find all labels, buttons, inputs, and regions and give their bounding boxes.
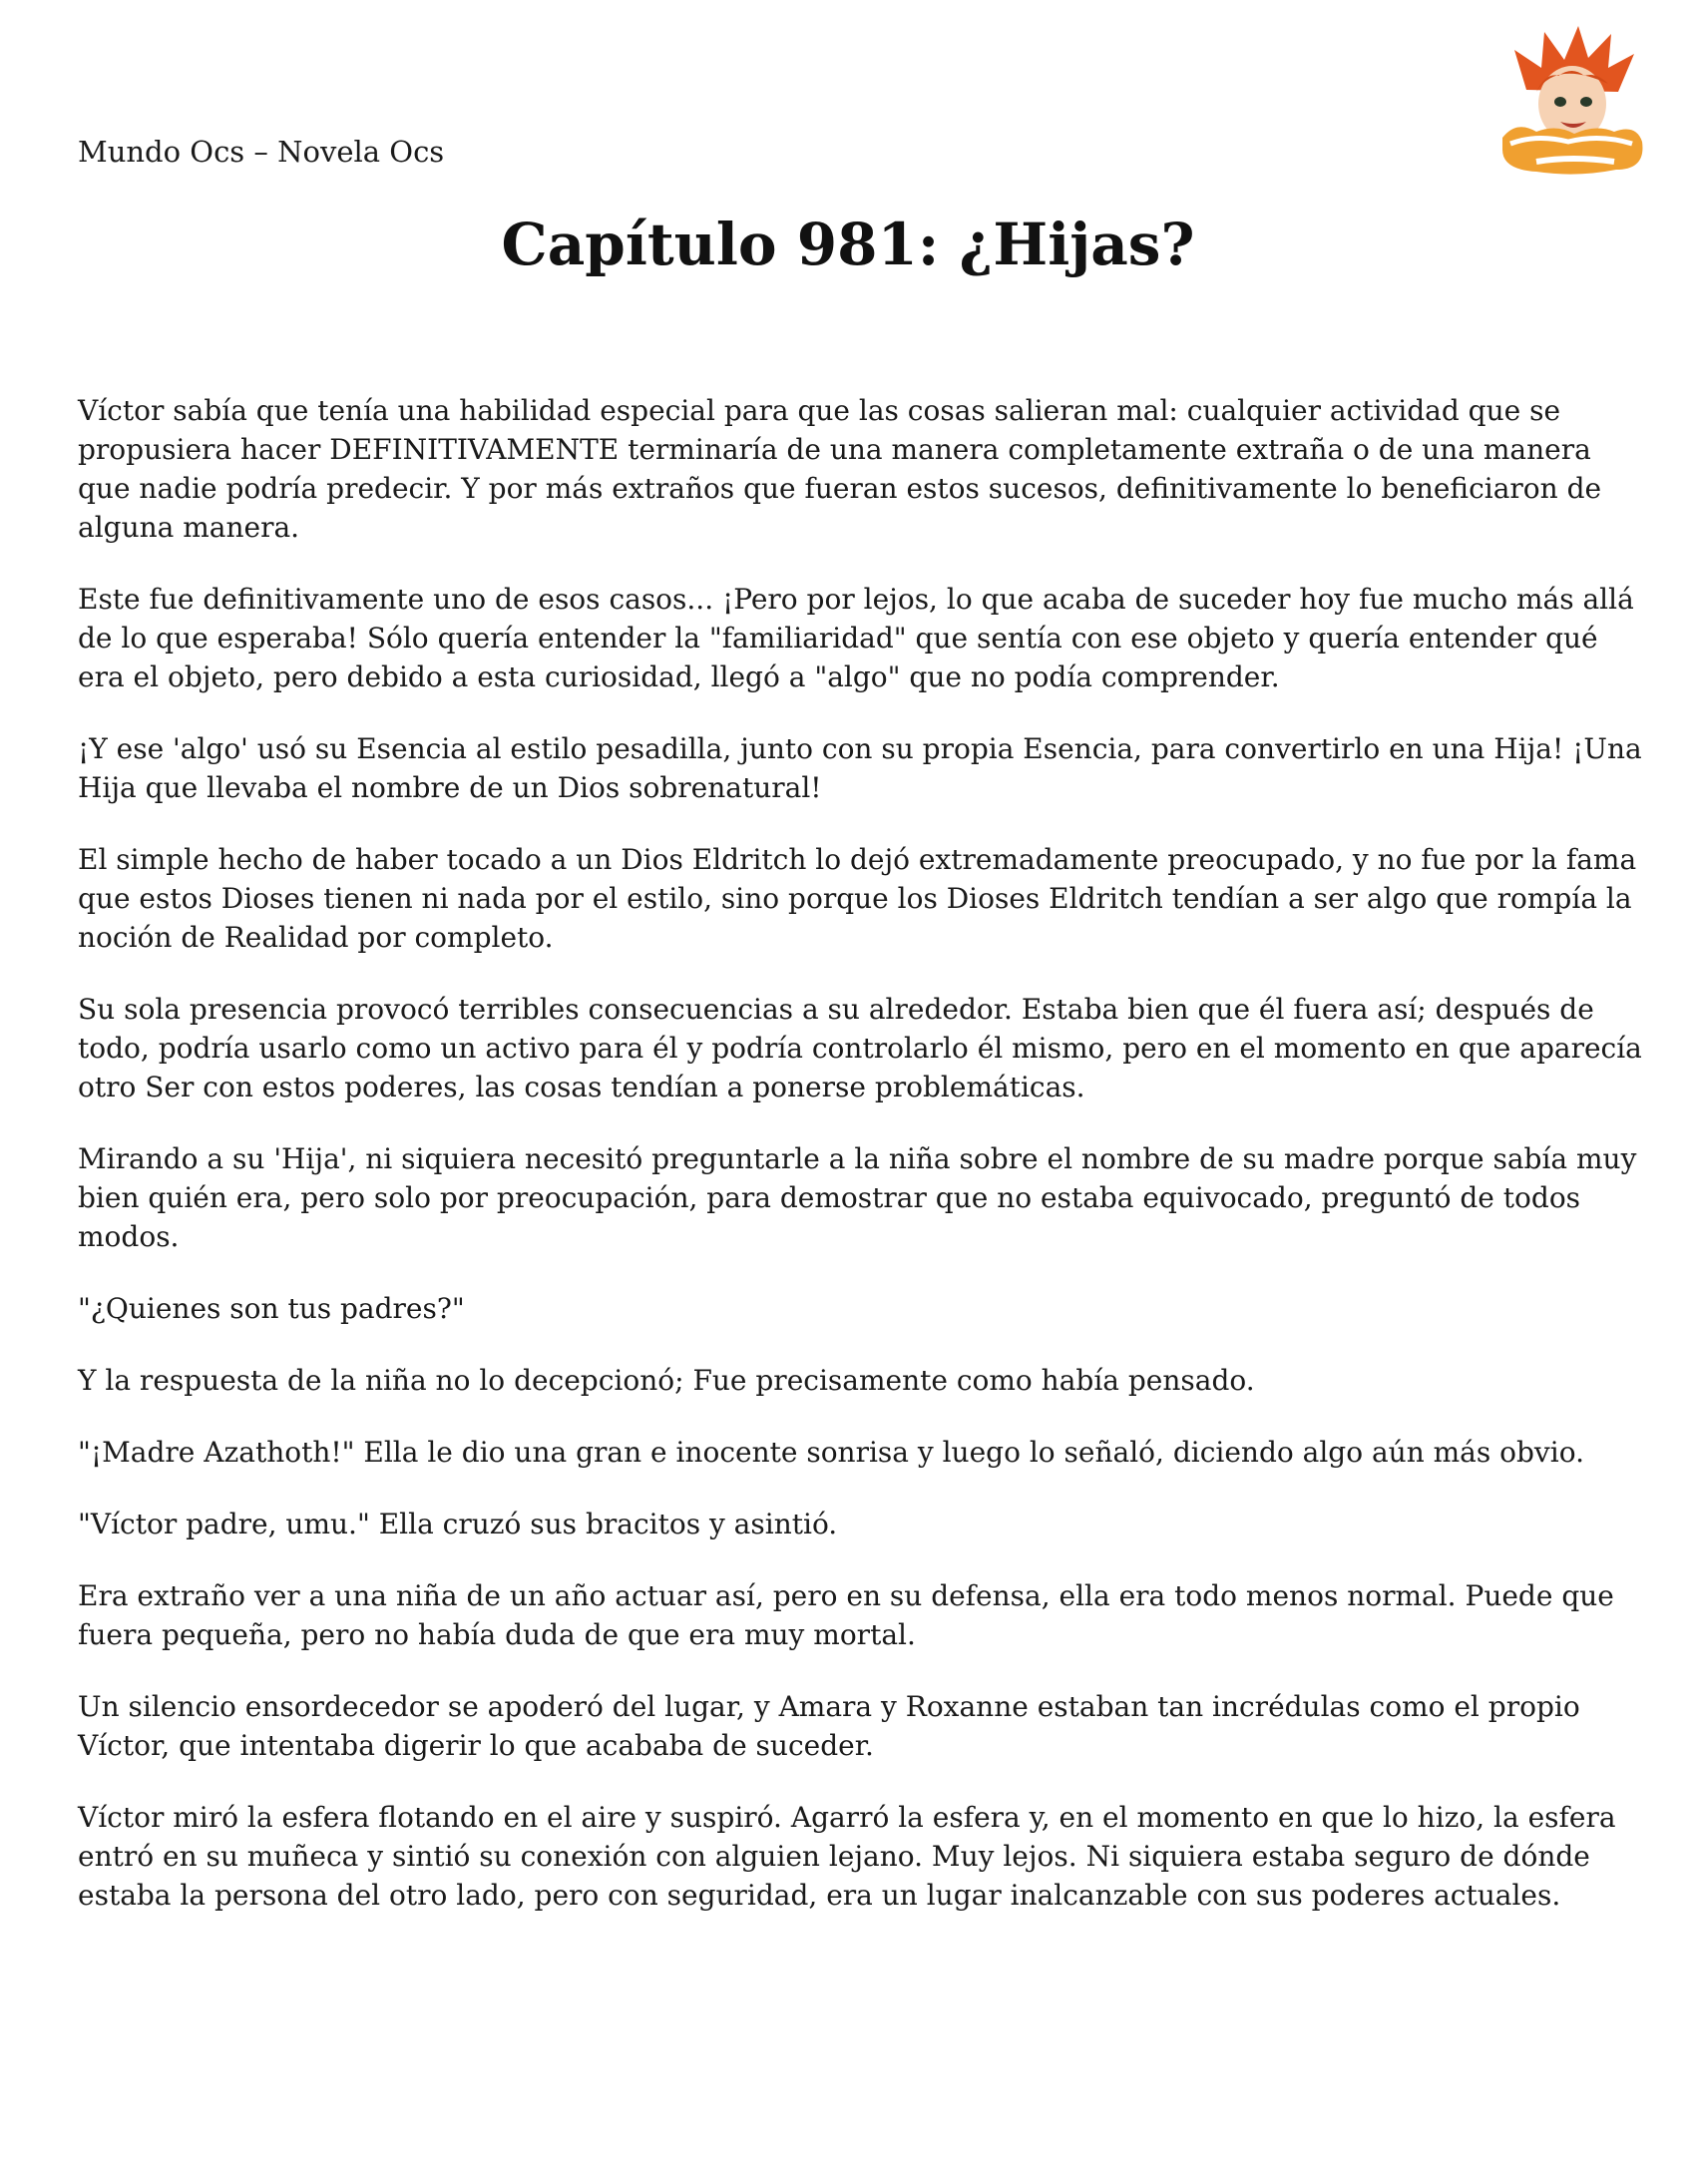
paragraph: Su sola presencia provocó terribles consecuencias a su alrededor. Estaba bien que él fuera así; después de todo, podría usarlo como un activo para él y podría controlarlo él mismo, pero en el momento en que aparecía otro Ser con estos poderes, las cosas tendían a ponerse problemáticas. — [78, 993, 1642, 1103]
paragraph: "¡Madre Azathoth!" Ella le dio una gran e inocente sonrisa y luego lo señaló, diciendo algo aún más obvio. — [78, 1436, 1584, 1469]
paragraph: Víctor miró la esfera flotando en el aire y suspiró. Agarró la esfera y, en el momento en que lo hizo, la esfera entró en su muñeca y sintió su conexión con alguien lejano. Muy lejos. Ni siquiera estaba seguro de dónde estaba la persona del otro lado, pero con seguridad, era un lugar inalcanzable con sus poderes actuales. — [78, 1801, 1616, 1912]
paragraph: ¡Y ese 'algo' usó su Esencia al estilo pesadilla, junto con su propia Esencia, para convertirlo en una Hija! ¡Una Hija que llevaba el nombre de un Dios sobrenatural! — [78, 732, 1642, 804]
paragraph: Un silencio ensordecedor se apoderó del lugar, y Amara y Roxanne estaban tan incrédulas como el propio Víctor, que intentaba digerir lo que acababa de suceder. — [78, 1690, 1580, 1762]
chapter-body — [78, 391, 1650, 1948]
paragraph: Era extraño ver a una niña de un año actuar así, pero en su defensa, ella era todo menos normal. Puede que fuera pequeña, pero no había duda de que era muy mortal. — [78, 1579, 1614, 1651]
paragraph: "Víctor padre, umu." Ella cruzó sus bracitos y asintió. — [78, 1508, 838, 1540]
paragraph: Y la respuesta de la niña no lo decepcionó; Fue precisamente como había pensado. — [78, 1364, 1255, 1397]
paragraph: Este fue definitivamente uno de esos casos... ¡Pero por lejos, lo que acaba de suceder hoy fue mucho más allá de lo que esperaba! Sólo quería entender la "familiaridad" que sentía con ese objeto y quería entender qué era el objeto, pero debido a esta curiosidad, llegó a "algo" que no podía comprender. — [78, 583, 1634, 693]
paragraph: Mirando a su 'Hija', ni siquiera necesitó preguntarle a la niña sobre el nombre de su madre porque sabía muy bien quién era, pero solo por preocupación, para demostrar que no estaba equivocado, preguntó de todos modos. — [78, 1142, 1637, 1253]
paragraph: El simple hecho de haber tocado a un Dios Eldritch lo dejó extremadamente preocupado, y no fue por la fama que estos Dioses tienen ni nada por el estilo, sino porque los Dioses Eldritch tendían a ser algo que rompía la noción de Realidad por completo. — [78, 843, 1637, 954]
mundo-ocs-logo-icon — [1496, 20, 1646, 180]
paragraph: Víctor sabía que tenía una habilidad especial para que las cosas salieran mal: cualquier actividad que se propusiera hacer DEFINITIVAMENTE terminaría de una manera completamente extraña o de una manera que nadie podría predecir. Y por más extraños que fueran estos sucesos, definitivamente lo beneficiaron de alguna manera. — [78, 394, 1602, 544]
paragraph: "¿Quienes son tus padres?" — [78, 1292, 465, 1325]
source-line: Mundo Ocs – Novela Ocs — [78, 135, 445, 169]
chapter-title: Capítulo 981: ¿Hijas? — [501, 211, 1195, 278]
